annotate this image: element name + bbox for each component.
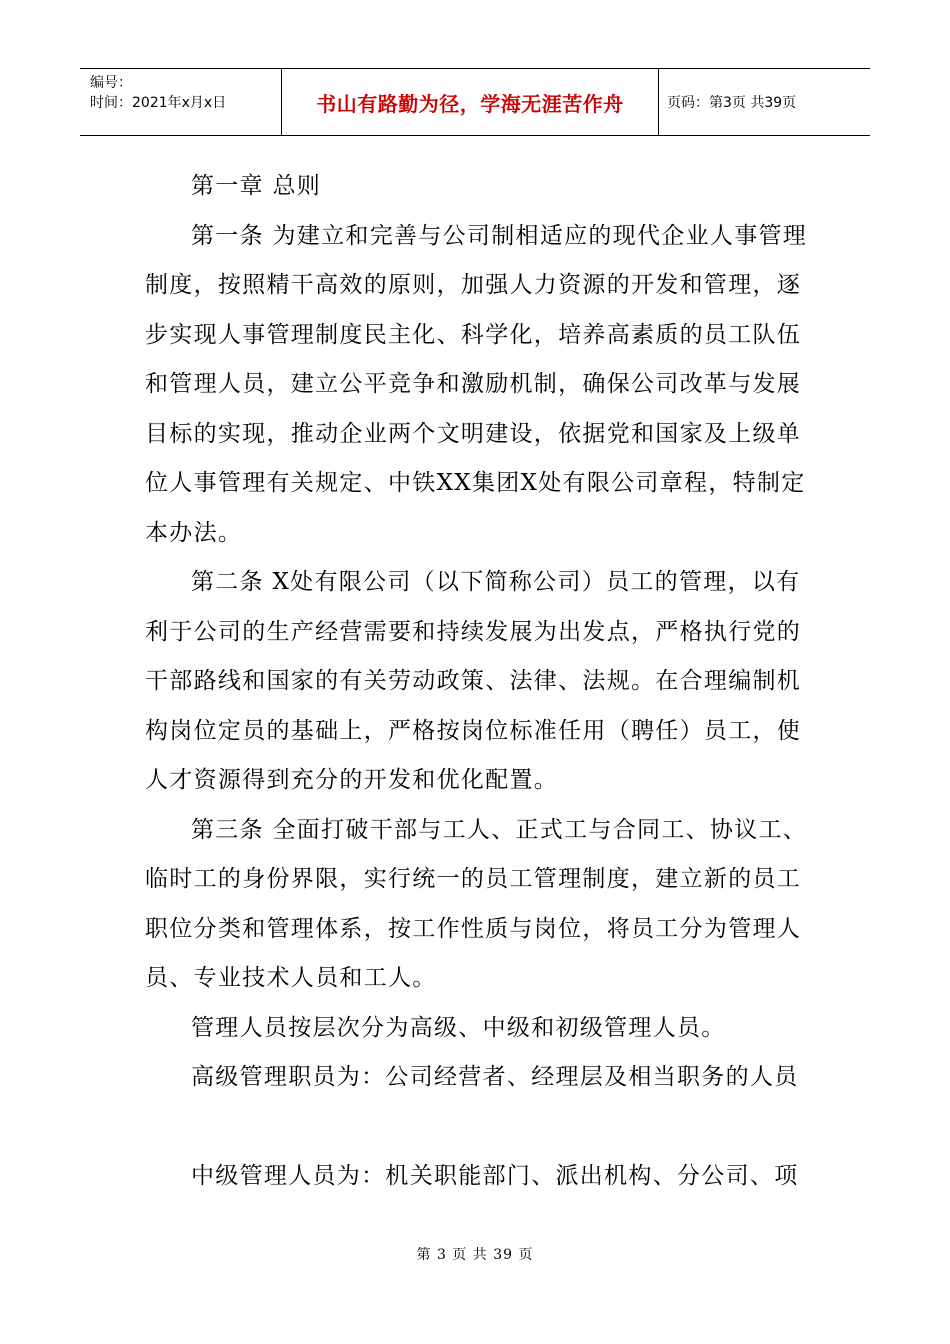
code-label: 编号： [90, 75, 132, 91]
footer-page-number: 第 3 页 共 39 页 [416, 1247, 534, 1263]
page-label: 页码：第3页 共39页 [667, 95, 797, 111]
paragraph-article-1: 第一条 为建立和完善与公司制相适应的现代企业人事管理制度，按照精干高效的原则，加强人力资源的开发和管理，逐步实现人事管理制度民主化、科学化，培养高素质的员工队伍和管理人员，建立公平竞争和激励机制，确保公司改革与发展目标的实现，推动企业两个文明建设，依据党和国家及上级单位人事管理有关规定、中铁XX集团X处有限公司章程，特制定本办法。 [145, 222, 808, 546]
motto-cell [282, 69, 659, 135]
paragraph-article-3: 第三条 全面打破干部与工人、正式工与合同工、协议工、临时工的身份界限，实行统一的员工管理制度，建立新的员工职位分类和管理体系，按工作性质与岗位，将员工分为管理人员、专业技术人员和工人。 [145, 816, 808, 991]
page-footer [0, 1244, 950, 1264]
paragraph-middle-management: 中级管理人员为：机关职能部门、派出机构、分公司、项 [191, 1163, 799, 1189]
header-table [80, 68, 870, 136]
paragraph-management-levels: 管理人员按层次分为高级、中级和初级管理人员。 [191, 1014, 726, 1041]
motto-text: 书山有路勤为径，学海无涯苦作舟 [316, 91, 624, 116]
page-number-cell [659, 69, 870, 135]
paragraph-senior-management: 高级管理职员为：公司经营者、经理层及相当职务的人员 [191, 1064, 799, 1090]
time-label: 时间：2021年x月x日 [90, 95, 227, 111]
document-body [145, 162, 810, 1202]
header-meta-cell [80, 69, 282, 135]
chapter-title: 第一章 总则 [191, 173, 322, 199]
paragraph-article-2: 第二条 X处有限公司（以下简称公司）员工的管理，以有利于公司的生产经营需要和持续发展为出发点，严格执行党的干部路线和国家的有关劳动政策、法律、法规。在合理编制机构岗位定员的基础上，严格按岗位标准任用（聘任）员工，使人才资源得到充分的开发和优化配置。 [145, 569, 802, 793]
